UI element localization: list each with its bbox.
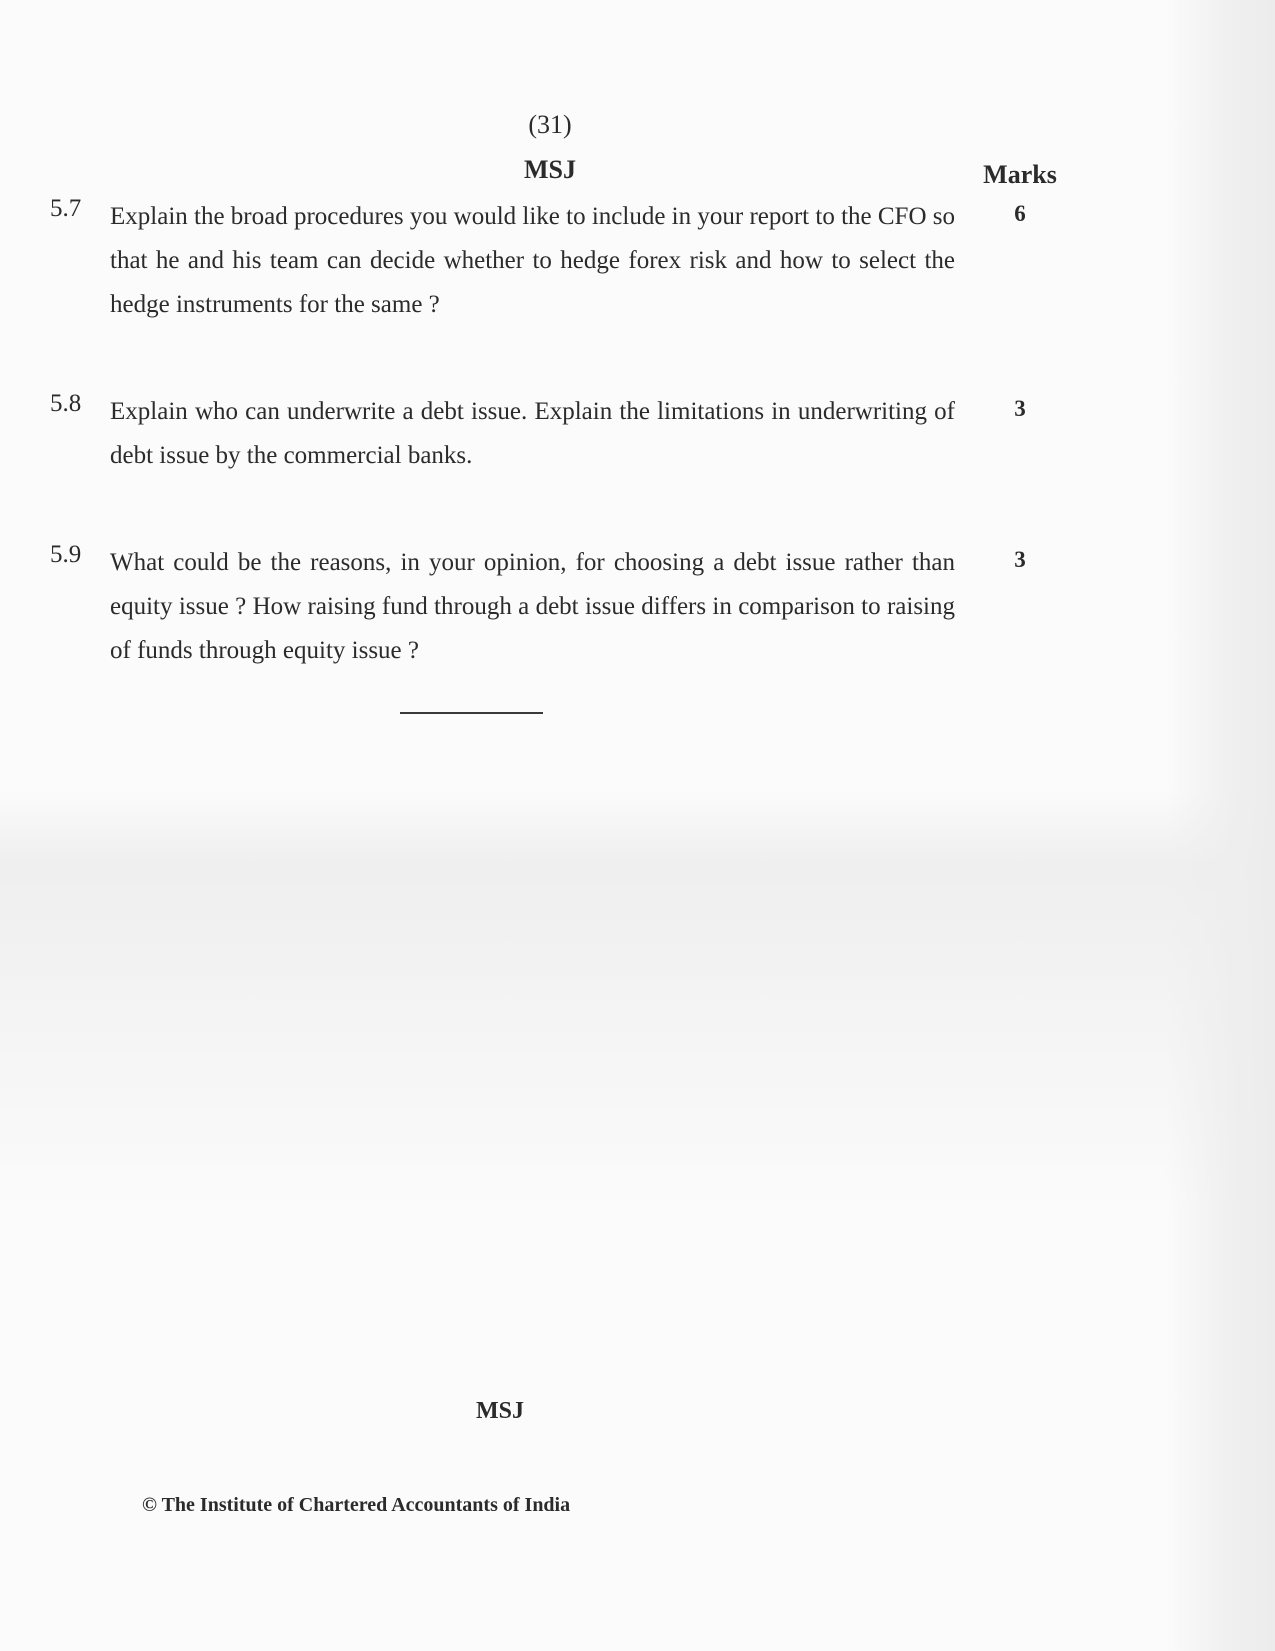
question-text: Explain the broad procedures you would like to include in your report to the CFO so that he and his team can decide whether to hedge forex risk and how to select the hedge instruments for the same ? bbox=[110, 203, 955, 318]
question-number: 5.7 bbox=[50, 195, 82, 222]
end-of-section-rule bbox=[400, 712, 543, 714]
copyright-notice: © The Institute of Chartered Accountants of India bbox=[142, 1494, 571, 1516]
question-number: 5.8 bbox=[50, 390, 82, 417]
question-text: Explain who can underwrite a debt issue. Explain the limitations in underwriting of debt issue by the commercial banks. bbox=[110, 398, 955, 469]
footer-paper-code: MSJ bbox=[476, 1398, 524, 1424]
question-marks: 3 bbox=[1014, 547, 1026, 572]
header-paper-code: MSJ bbox=[524, 155, 576, 184]
question-number: 5.9 bbox=[50, 541, 82, 568]
question-text: What could be the reasons, in your opinion, for choosing a debt issue rather than equity issue ? How raising fund through a debt issue differs in comparison to raising of funds through equity issue ? bbox=[110, 549, 955, 664]
page-number: (31) bbox=[528, 110, 572, 139]
marks-column-heading: Marks bbox=[983, 160, 1057, 189]
question-marks: 6 bbox=[1014, 201, 1026, 226]
question-marks: 3 bbox=[1014, 396, 1026, 421]
scan-shadow-band bbox=[0, 790, 1275, 1210]
scan-right-edge bbox=[1165, 0, 1275, 1651]
